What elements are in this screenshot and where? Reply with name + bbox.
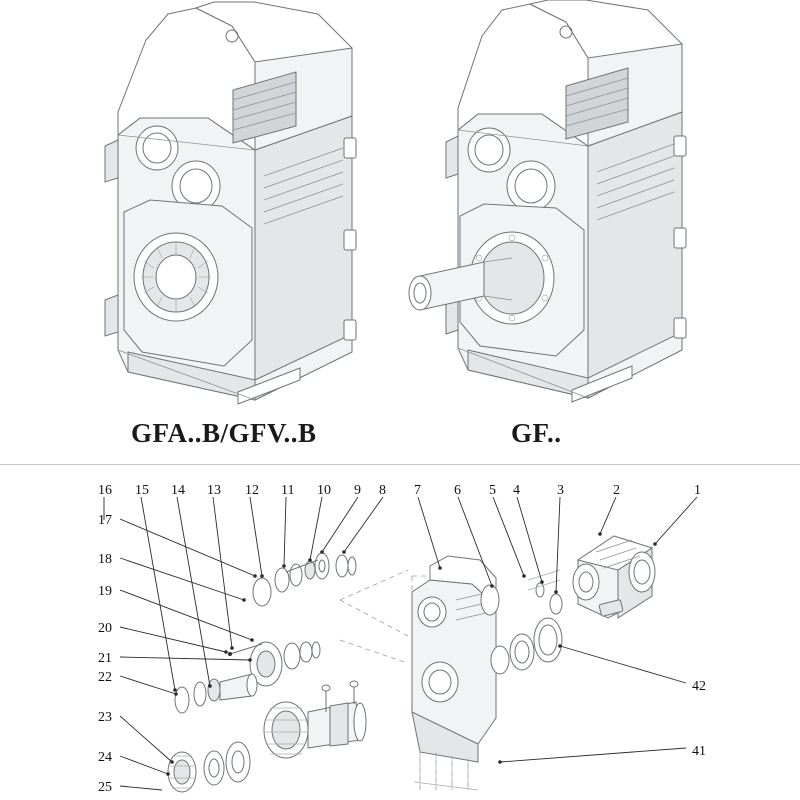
callout-top-12: 12 — [245, 483, 259, 498]
callout-top-10: 10 — [317, 483, 331, 498]
motor-part — [573, 536, 655, 618]
gearbox-right-illustration — [409, 0, 686, 402]
caption-gfa-gfv: GFA..B/GFV..B — [131, 418, 317, 448]
callout-top-16: 16 — [98, 483, 112, 498]
section-divider — [0, 464, 800, 465]
callout-top-14: 14 — [171, 483, 185, 498]
gear-shaft-parts — [175, 642, 320, 713]
callout-top-4: 4 — [513, 483, 520, 498]
callout-right-41: 41 — [692, 744, 706, 759]
callout-top-8: 8 — [379, 483, 386, 498]
callout-left-22: 22 — [98, 670, 112, 685]
exploded-assembly-illustration — [104, 497, 697, 792]
callout-left-25: 25 — [98, 780, 112, 795]
callout-top-1: 1 — [694, 483, 701, 498]
callout-left-18: 18 — [98, 552, 112, 567]
callout-top-3: 3 — [557, 483, 564, 498]
callout-top-6: 6 — [454, 483, 461, 498]
callout-left-19: 19 — [98, 584, 112, 599]
bearing-stack-parts — [168, 742, 250, 792]
large-gear-parts — [264, 681, 366, 758]
callout-top-9: 9 — [354, 483, 361, 498]
gearbox-left-illustration — [105, 2, 356, 404]
small-parts-row — [253, 553, 356, 606]
callout-right-42: 42 — [692, 679, 706, 694]
callout-top-5: 5 — [489, 483, 496, 498]
callout-left-24: 24 — [98, 750, 112, 765]
callout-left-21: 21 — [98, 651, 112, 666]
callout-left-23: 23 — [98, 710, 112, 725]
callout-top-7: 7 — [414, 483, 421, 498]
callout-top-11: 11 — [281, 483, 295, 498]
callout-top-13: 13 — [207, 483, 221, 498]
callout-top-15: 15 — [135, 483, 149, 498]
callout-left-17: 17 — [98, 513, 112, 528]
callout-left-20: 20 — [98, 621, 112, 636]
callout-top-2: 2 — [613, 483, 620, 498]
caption-gf: GF.. — [511, 418, 562, 448]
